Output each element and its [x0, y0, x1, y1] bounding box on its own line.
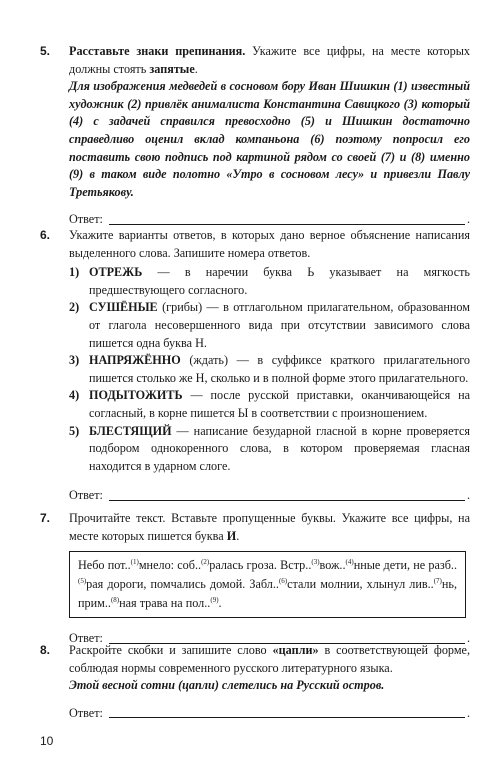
option-number: 4) — [69, 388, 80, 403]
gap-marker: (6) — [278, 577, 288, 586]
option-number: 3) — [69, 353, 80, 368]
instruction-text: в соответствующей форме, соблюдая нормы современного русского литературного языка. — [69, 643, 470, 675]
option-number: 5) — [69, 423, 80, 438]
text-fragment: нь, прим.. — [78, 577, 457, 611]
answer-label: Ответ: — [69, 705, 103, 720]
task-instruction: Укажите варианты ответов, в которых дано верное объяснение написания выделенного слова. Запишите номера ответов. — [69, 228, 470, 260]
gap-marker: (3) — [311, 558, 320, 567]
task-sentence: Этой весной сотни (цапли) слетелись на Русский остров. — [69, 678, 385, 693]
task-instruction — [69, 642, 470, 677]
options-list — [69, 264, 470, 475]
option-text: — написание безударной гласной в корне проверяется подбором однокоренного слова, в котором проверяемая гласная находится в ударном слоге. — [89, 423, 470, 473]
task-number: 6. — [40, 228, 51, 242]
instruction-bold: Расставьте знаки препинания. — [69, 44, 246, 58]
text-fragment: ралась гроза. Встр.. — [209, 558, 312, 573]
option-text: (ждать) — в суффиксе краткого прилагательного пишется столько же Н, сколько и в полной форме этого прилагательного. — [89, 353, 470, 385]
option-text: (грибы) — в отглагольном прилагательном, образованном от глагола несовершенного вида при отсутствии зависимого слова пишется одна буква Н. — [89, 300, 470, 350]
gap-marker: (9) — [210, 596, 219, 605]
text-box — [69, 551, 466, 618]
answer-label: Ответ: — [69, 212, 103, 227]
task-instruction — [69, 43, 470, 78]
text-fragment: вож.. — [319, 558, 346, 573]
instruction-word: «цапли» — [272, 643, 319, 657]
gap-marker: (2) — [201, 558, 210, 567]
text-fragment: рая дороги, помчались домой. Забл.. — [86, 577, 279, 592]
answer-row — [69, 705, 470, 723]
task-7 — [40, 510, 470, 648]
option-word: ОТРЕЖЬ — [89, 265, 143, 280]
option-item — [69, 423, 470, 476]
task-instruction — [69, 510, 470, 545]
option-word: БЛЕСТЯЩИЙ — [89, 423, 172, 438]
text-fragment: Небо пот.. — [78, 558, 131, 573]
option-item — [69, 264, 470, 299]
task-6 — [40, 227, 470, 505]
task-sentence: Для изображения медведей в сосновом бору Иван Шишкин (1) известный художник (2) привлёк анималиста Константина Савицкого (3) который (4) с задачей справился превосходно (5) и Шишкин достаточно справедливо оценил вклад компаньона (6) поэтому попросил его поставить свою подпись под картиной рядом со своей (7) и (8) именно (9) в таком виде полотно «Утро в сосновом лесу» и привезли Павлу Третьякову. — [69, 79, 470, 199]
page-number: 10 — [40, 734, 54, 748]
answer-field[interactable] — [109, 223, 465, 225]
option-word: СУШЁНЫЕ — [89, 300, 158, 315]
task-number: 5. — [40, 44, 51, 58]
option-item — [69, 387, 470, 422]
option-word: ПОДЫТОЖИТЬ — [89, 388, 183, 403]
instruction-text: Прочитайте текст. Вставьте пропущенные буквы. Укажите все цифры, на месте которых пишется буква — [69, 511, 470, 543]
option-number: 2) — [69, 300, 80, 315]
option-item — [69, 299, 470, 352]
option-text: — после русской приставки, оканчивающейся на согласный, в корне пишется Ы в соответствии с произношением. — [89, 388, 470, 420]
instruction-letter: И — [226, 528, 237, 543]
instruction-end: . — [236, 528, 240, 543]
answer-label: Ответ: — [69, 488, 103, 503]
text-fragment: . — [218, 596, 222, 611]
answer-field[interactable] — [109, 499, 465, 501]
text-fragment: ная трава на пол.. — [119, 596, 211, 611]
option-number: 1) — [69, 265, 80, 280]
instruction-end: . — [194, 61, 198, 76]
gap-marker: (8) — [110, 596, 120, 605]
task-number: 7. — [40, 511, 51, 525]
answer-field[interactable] — [109, 716, 465, 718]
task-8 — [40, 642, 470, 722]
answer-end: . — [466, 212, 470, 227]
answer-end: . — [466, 631, 470, 646]
gap-marker: (4) — [345, 558, 354, 567]
instruction-emphasis: запятые — [149, 61, 195, 76]
answer-end: . — [466, 488, 470, 503]
option-word: НАПРЯЖЁННО — [89, 353, 181, 368]
answer-row — [69, 487, 470, 505]
text-fragment: нные дети, не разб.. — [353, 558, 457, 573]
answer-end: . — [466, 705, 470, 720]
gap-marker: (5) — [78, 577, 87, 586]
gap-marker: (1) — [130, 558, 139, 567]
answer-label: Ответ: — [69, 631, 103, 646]
option-text: — в наречии буква Ь указывает на мягкость предшествующего согласного. — [89, 265, 470, 297]
task-5 — [40, 43, 470, 229]
task-number: 8. — [40, 643, 51, 657]
text-fragment: стали молнии, хлынул лив.. — [287, 577, 434, 592]
instruction-text: Укажите все цифры, на месте которых должны стоять — [69, 44, 470, 76]
instruction-text: Раскройте скобки и запишите слово — [69, 643, 273, 657]
gap-marker: (7) — [433, 577, 442, 586]
option-item — [69, 352, 470, 387]
text-fragment: мнело: соб.. — [138, 558, 202, 573]
